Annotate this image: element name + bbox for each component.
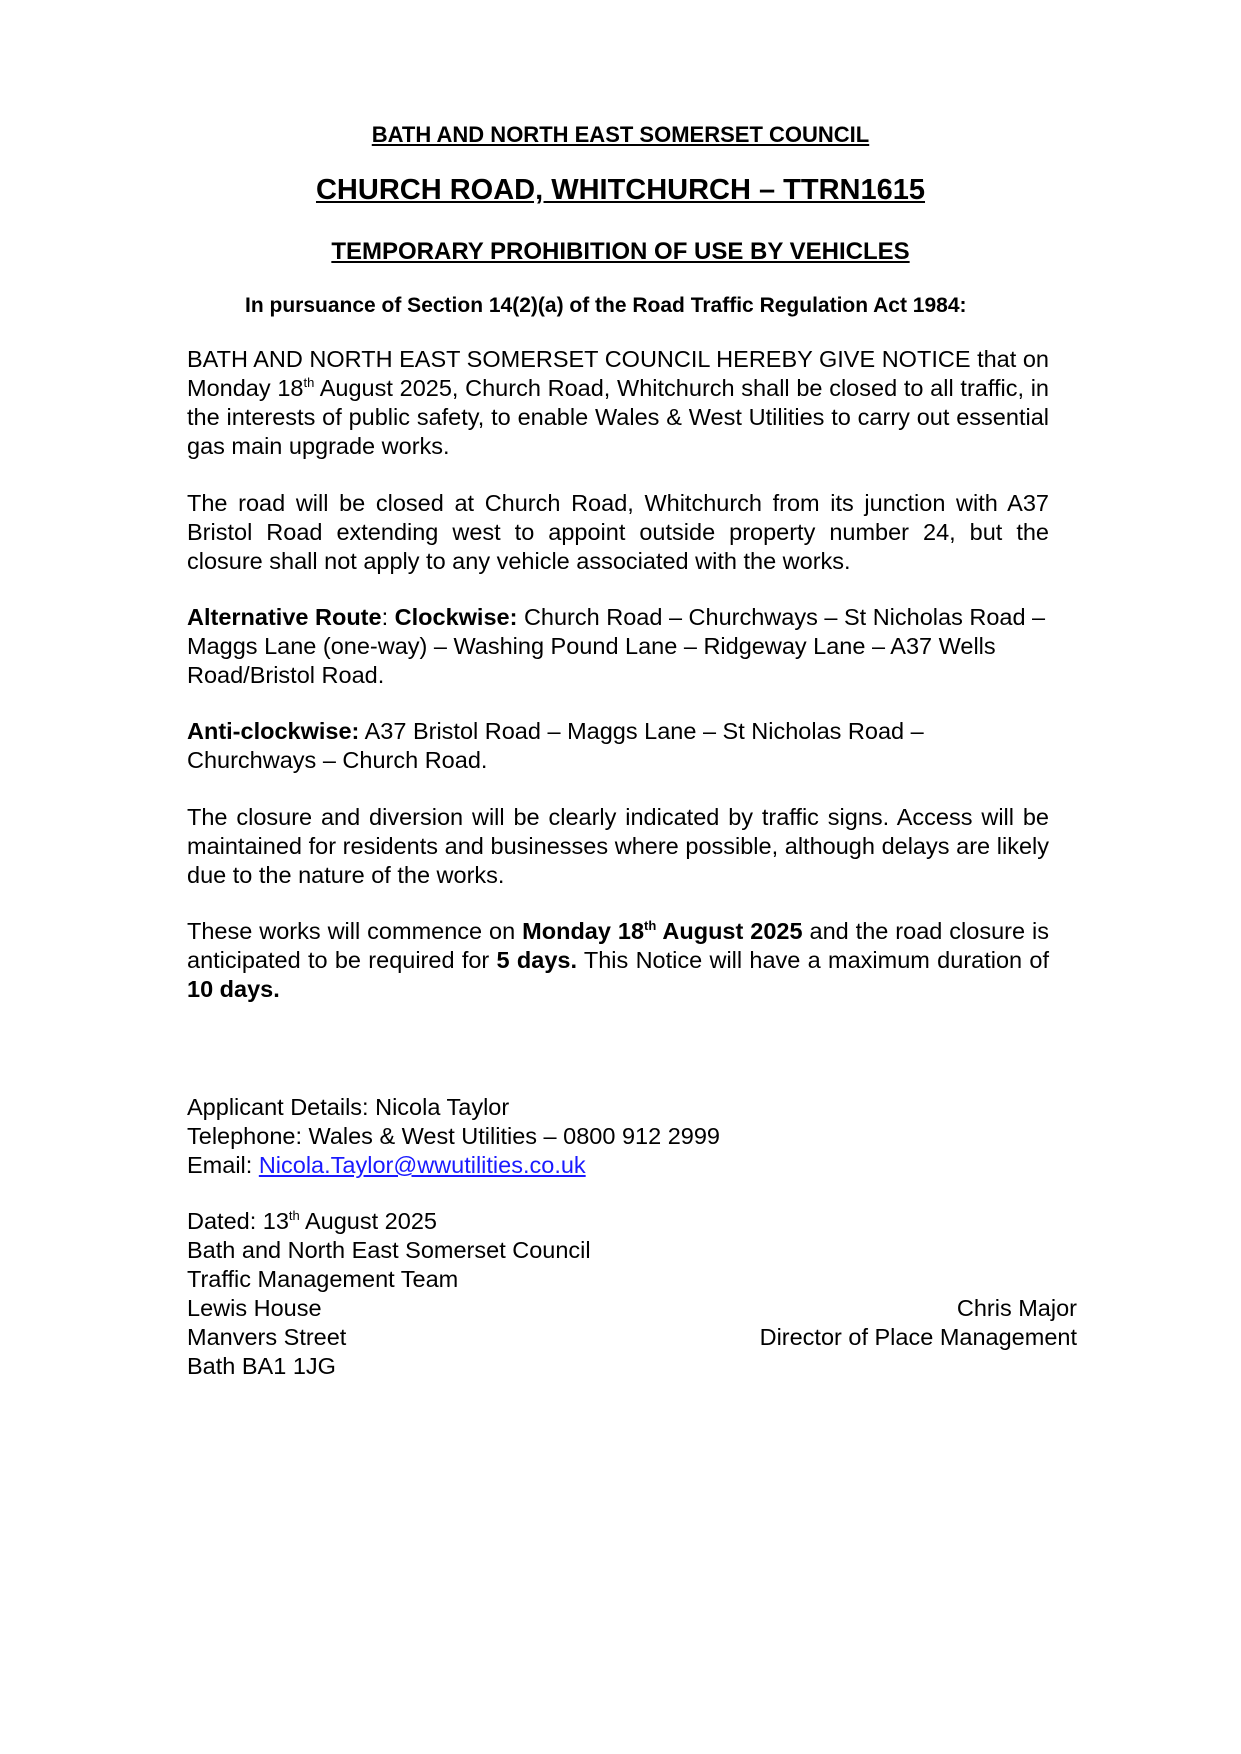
start-date-month: August 2025 — [656, 918, 803, 944]
anticlockwise-label: Anti-clockwise: — [187, 718, 360, 744]
address-line-council: Bath and North East Somerset Council — [187, 1237, 591, 1263]
maximum-days: 10 days. — [187, 976, 280, 1002]
duration-text-a: These works will commence on — [187, 918, 523, 944]
dated-text-a: Dated: 13 — [187, 1208, 289, 1234]
applicant-telephone: Telephone: Wales & West Utilities – 0800 912 2999 — [187, 1123, 720, 1149]
alt-route-label: Alternative Route — [187, 604, 382, 630]
anticlockwise-route: A37 Bristol Road – Maggs Lane – St Nicholas Road – Churchways – Church Road. — [187, 718, 924, 773]
address-line-street: Manvers Street — [187, 1324, 347, 1350]
anticipated-days: 5 days. — [496, 947, 578, 973]
signatory — [760, 1294, 1077, 1352]
email-link[interactable]: Nicola.Taylor@wwutilities.co.uk — [258, 1152, 586, 1178]
dated-ordinal: th — [288, 1208, 300, 1224]
notice-subtitle: TEMPORARY PROHIBITION OF USE BY VEHICLES — [331, 238, 910, 265]
notice-title: CHURCH ROAD, WHITCHURCH – TTRN1615 — [315, 174, 926, 206]
dated-text-b: August 2025 — [299, 1208, 437, 1234]
applicant-details — [187, 1093, 720, 1180]
start-date-ordinal: th — [644, 918, 657, 934]
notice-paragraph-duration — [187, 917, 1049, 1004]
dated-line — [187, 1207, 591, 1236]
address-line-team: Traffic Management Team — [187, 1266, 459, 1292]
duration-text-c: This Notice will have a maximum duration of — [577, 947, 1049, 973]
applicant-email-line — [187, 1151, 720, 1180]
intro-text-a: BATH AND NORTH EAST SOMERSET COUNCIL HEREBY GIVE NOTICE that on Monday 18 — [187, 346, 1049, 401]
council-heading: BATH AND NORTH EAST SOMERSET COUNCIL — [371, 122, 870, 147]
intro-ordinal: th — [303, 375, 315, 391]
intro-text-b: August 2025, Church Road, Whitchurch shall be closed to all traffic, in the interests of public safety, to enable Wales & West Utilities to carry out essential gas main upgrade works. — [187, 375, 1049, 459]
address-line-building: Lewis House — [187, 1295, 322, 1321]
signatory-role: Director of Place Management — [759, 1324, 1077, 1350]
notice-paragraph-signage: The closure and diversion will be clearly indicated by traffic signs. Access will be maintained for residents and businesses where possible, although delays are likely due to the nature of the works. — [187, 804, 1049, 888]
applicant-name: Applicant Details: Nicola Taylor — [187, 1094, 510, 1120]
alt-route-sep: : — [381, 604, 395, 630]
alternative-route-clockwise — [187, 603, 1049, 690]
alternative-route-anticlockwise — [187, 717, 1049, 775]
start-date-day: Monday 18 — [522, 918, 645, 944]
notice-paragraph-extent: The road will be closed at Church Road, Whitchurch from its junction with A37 Bristol Road extending west to appoint outside property number 24, but the closure shall not apply to any vehicle associated with the works. — [187, 490, 1049, 574]
clockwise-label: Clockwise: — [394, 604, 518, 630]
clockwise-route: Church Road – Churchways – St Nicholas Road – Maggs Lane (one-way) – Washing Pound Lane – Ridgeway Lane – A37 Wells Road/Bristol Road. — [187, 604, 1046, 688]
start-date — [522, 918, 802, 944]
legal-basis: In pursuance of Section 14(2)(a) of the Road Traffic Regulation Act 1984: — [245, 294, 967, 317]
notice-paragraph-intro — [187, 345, 1049, 461]
duration-text-b: and the road closure is anticipated to be required for — [187, 918, 1049, 973]
email-label: Email: — [187, 1152, 259, 1178]
address-line-city: Bath BA1 1JG — [187, 1353, 336, 1379]
dated-block — [187, 1207, 591, 1381]
signatory-name: Chris Major — [956, 1295, 1077, 1321]
